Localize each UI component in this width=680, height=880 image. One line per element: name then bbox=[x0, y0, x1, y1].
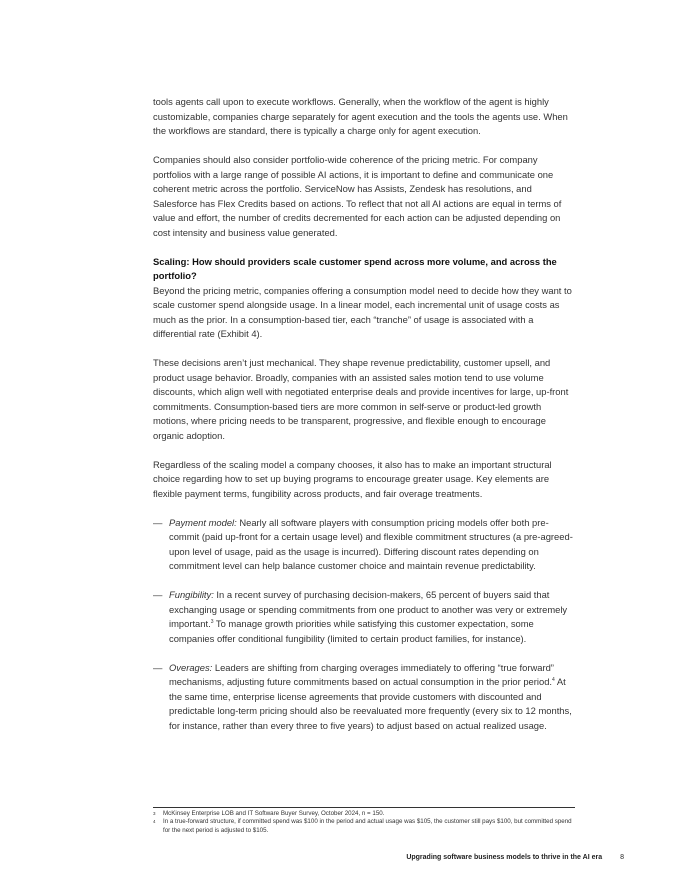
bullet-body: Nearly all software players with consumption pricing models offer both pre-commit (paid up-front for a certain usage level) and flexible commitment structures (a pre-agreed-upon level of usage, paid as the usage is incurred). Differing discount rates depending on commitment level can help balance customer choice and maintain revenue predictability. bbox=[169, 516, 573, 571]
footnote bbox=[153, 818, 575, 835]
paragraph: These decisions aren’t just mechanical. They shape revenue predictability, customer upsell, and product usage behavior. Broadly, companies with an assisted sales motion tend to use volume discounts, which align well with negotiated enterprise deals and provide incentives for large, up-front commitments. Consumption-based tiers are more common in self-serve or product-led growth motions, where pricing needs to be transparent, progressive, and flexible enough to encourage organic adoption. bbox=[153, 357, 569, 441]
bullet-text bbox=[169, 588, 577, 646]
bullet-term: Payment model: bbox=[169, 516, 237, 528]
bullet-text bbox=[169, 661, 577, 734]
bullet-term: Overages: bbox=[169, 661, 213, 673]
paragraph: Regardless of the scaling model a company chooses, it also has to make an important structural choice regarding how to set up buying programs to encourage greater usage. Key elements are flexible payment terms, fungibility across products, and fair overage treatments. bbox=[153, 458, 552, 499]
bullet-dash: — bbox=[153, 661, 163, 673]
bullet-fungibility bbox=[153, 588, 577, 646]
body-text bbox=[153, 95, 577, 748]
page-footer bbox=[406, 853, 624, 862]
paragraph: tools agents call upon to execute workflows. Generally, when the workflow of the agent is highly customizable, companies charge separately for agent execution and the tools the agents use. When the workflows are standard, there is typically a charge only for agent execution. bbox=[153, 96, 568, 136]
bullet-dash: — bbox=[153, 516, 163, 528]
bullet-overages bbox=[153, 661, 577, 734]
footnote-divider bbox=[153, 807, 575, 808]
page-number: 8 bbox=[620, 854, 624, 861]
bullet-term: Fungibility: bbox=[169, 589, 214, 600]
bullet-body-continued: To manage growth priorities while satisfying this customer expectation, some companies offer conditional fungibility (limited to certain product families, for instance). bbox=[169, 618, 534, 644]
paragraph: Beyond the pricing metric, companies offering a consumption model need to decide how they want to scale customer spend alongside usage. In a linear model, each incremental unit of usage costs as much as the prior. In a consumption-based tier, each “tranche” of usage is associated with a differential rate (Exhibit 4). bbox=[153, 284, 572, 339]
footnote-ref[interactable]: 3 bbox=[210, 618, 214, 625]
bullet-body-continued: At the same time, enterprise license agreements that provide customers with discounted and predictable long-term pricing should also be reevaluated more frequently (every six to 12 months, for instance, rather than every three to five years) to adjust based on actual realized usage. bbox=[169, 676, 572, 731]
bullet-body: In a recent survey of purchasing decision-makers, 65 percent of buyers said that exchanging usage or spending commitments from one product to another was very or extremely important. bbox=[169, 589, 568, 629]
bullet-text bbox=[169, 516, 577, 574]
footnote-text: McKinsey Enterprise LOB and IT Software Buyer Survey, October 2024, n = 150. bbox=[163, 810, 385, 817]
bullet-dash: — bbox=[153, 589, 163, 600]
bullet-body: Leaders are shifting from charging overages immediately to offering “true forward” mechanisms, adjusting future commitments based on actual consumption in the prior period. bbox=[169, 661, 554, 687]
section-subheading: Scaling: How should providers scale customer spend across more volume, and across the portfolio? bbox=[153, 255, 557, 281]
paragraph: Companies should also consider portfolio-wide coherence of the pricing metric. For company portfolios with a large range of possible AI actions, it is important to define and communicate one coherent metric across the portfolio. ServiceNow has Assists, Zendesk has resolutions, and Salesforce has Flex Credits based on actions. To reflect that not all AI actions are equal in terms of value and effort, the number of credits decremented for each action can be adjusted depending on cost intensity and business value generated. bbox=[153, 154, 562, 238]
footer-title: Upgrading software business models to thrive in the AI era bbox=[406, 854, 603, 861]
footnote bbox=[153, 810, 575, 818]
footnote-text: In a true-forward structure, if committed spend was $100 in the period and actual usage was $105, the customer still pays $100, but committed spend for the next period is adjusted to $105. bbox=[163, 818, 572, 834]
footnote-ref[interactable]: 4 bbox=[552, 676, 555, 683]
footnote-number: 3 bbox=[153, 811, 156, 816]
footnote-number: 4 bbox=[153, 819, 156, 825]
bullet-payment-model bbox=[153, 516, 577, 574]
footnotes bbox=[153, 810, 575, 835]
